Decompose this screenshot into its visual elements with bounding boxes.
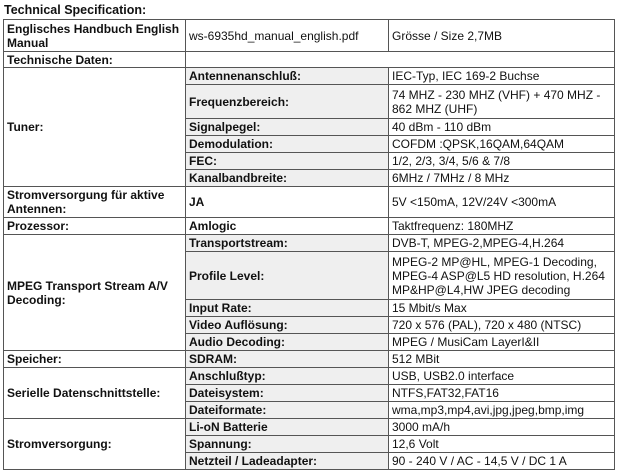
table-row — [4, 218, 615, 235]
manual-label-cell: Englisches Handbuch English Manual — [4, 20, 186, 52]
row-value: Taktfrequenz: 180MHZ — [389, 218, 615, 235]
row-label: Anschlußtyp: — [186, 368, 389, 385]
row-value: 3000 mA/h — [389, 419, 615, 436]
row-value: USB, USB2.0 interface — [389, 368, 615, 385]
power-section-label: Stromversorgung: — [4, 419, 186, 470]
table-row — [4, 235, 615, 252]
row-label: Li-oN Batterie — [186, 419, 389, 436]
row-label: Kanalbandbreite: — [186, 170, 389, 187]
row-value: NTFS,FAT32,FAT16 — [389, 385, 615, 402]
row-label: Antennenanschluß: — [186, 68, 389, 85]
row-value: 15 Mbit/s Max — [389, 300, 615, 317]
row-value: MPEG / MusiCam LayerI&II — [389, 334, 615, 351]
row-value: 74 MHZ - 230 MHZ (VHF) + 470 MHZ - 862 MHZ (UHF) — [389, 85, 615, 119]
row-label: Transportstream: — [186, 235, 389, 252]
table-row — [4, 20, 615, 52]
row-value: wma,mp3,mp4,avi,jpg,jpeg,bmp,img — [389, 402, 615, 419]
serial-section-label: Serielle Datenschnittstelle: — [4, 368, 186, 419]
row-value: 90 - 240 V / AC - 14,5 V / DC 1 A — [389, 453, 615, 470]
manual-file-size: Grösse / Size 2,7MB — [389, 20, 615, 52]
row-label: Spannung: — [186, 436, 389, 453]
row-value: 5V <150mA, 12V/24V <300mA — [389, 187, 615, 218]
row-label: Input Rate: — [186, 300, 389, 317]
processor-section-label: Prozessor: — [4, 218, 186, 235]
mpeg-section-label: MPEG Transport Stream A/V Decoding: — [4, 235, 186, 351]
row-label: Video Auflösung: — [186, 317, 389, 334]
empty-cell — [186, 52, 615, 68]
table-row — [4, 368, 615, 385]
row-label: Frequenzbereich: — [186, 85, 389, 119]
row-label: Profile Level: — [186, 252, 389, 300]
row-value: 720 x 576 (PAL), 720 x 480 (NTSC) — [389, 317, 615, 334]
row-label: Amlogic — [186, 218, 389, 235]
manual-file-link[interactable]: ws-6935hd_manual_english.pdf — [186, 20, 389, 52]
row-label: Audio Decoding: — [186, 334, 389, 351]
row-label: FEC: — [186, 153, 389, 170]
row-label: JA — [186, 187, 389, 218]
page-heading: Technical Specification: — [4, 3, 147, 17]
row-label: Dateiformate: — [186, 402, 389, 419]
row-label: Signalpegel: — [186, 119, 389, 136]
tech-data-label: Technische Daten: — [4, 52, 186, 68]
row-value: IEC-Typ, IEC 169-2 Buchse — [389, 68, 615, 85]
table-row — [4, 187, 615, 218]
tuner-section-label: Tuner: — [4, 68, 186, 187]
memory-section-label: Speicher: — [4, 351, 186, 368]
row-value: 1/2, 2/3, 3/4, 5/6 & 7/8 — [389, 153, 615, 170]
row-value: 512 MBit — [389, 351, 615, 368]
row-value: COFDM :QPSK,16QAM,64QAM — [389, 136, 615, 153]
spec-table — [3, 19, 615, 470]
table-row — [4, 351, 615, 368]
row-value: 6MHz / 7MHz / 8 MHz — [389, 170, 615, 187]
row-label: Dateisystem: — [186, 385, 389, 402]
active-antenna-section-label: Stromversorgung für aktive Antennen: — [4, 187, 186, 218]
row-value: MPEG-2 MP@HL, MPEG-1 Decoding, MPEG-4 ASP@L5 HD resolution, H.264 MP&HP@L4,HW JPEG decoding — [389, 252, 615, 300]
row-value: 40 dBm - 110 dBm — [389, 119, 615, 136]
row-value: DVB-T, MPEG-2,MPEG-4,H.264 — [389, 235, 615, 252]
table-row — [4, 52, 615, 68]
row-label: Netzteil / Ladeadapter: — [186, 453, 389, 470]
row-label: Demodulation: — [186, 136, 389, 153]
row-value: 12,6 Volt — [389, 436, 615, 453]
table-row — [4, 68, 615, 85]
row-label: SDRAM: — [186, 351, 389, 368]
table-row — [4, 419, 615, 436]
